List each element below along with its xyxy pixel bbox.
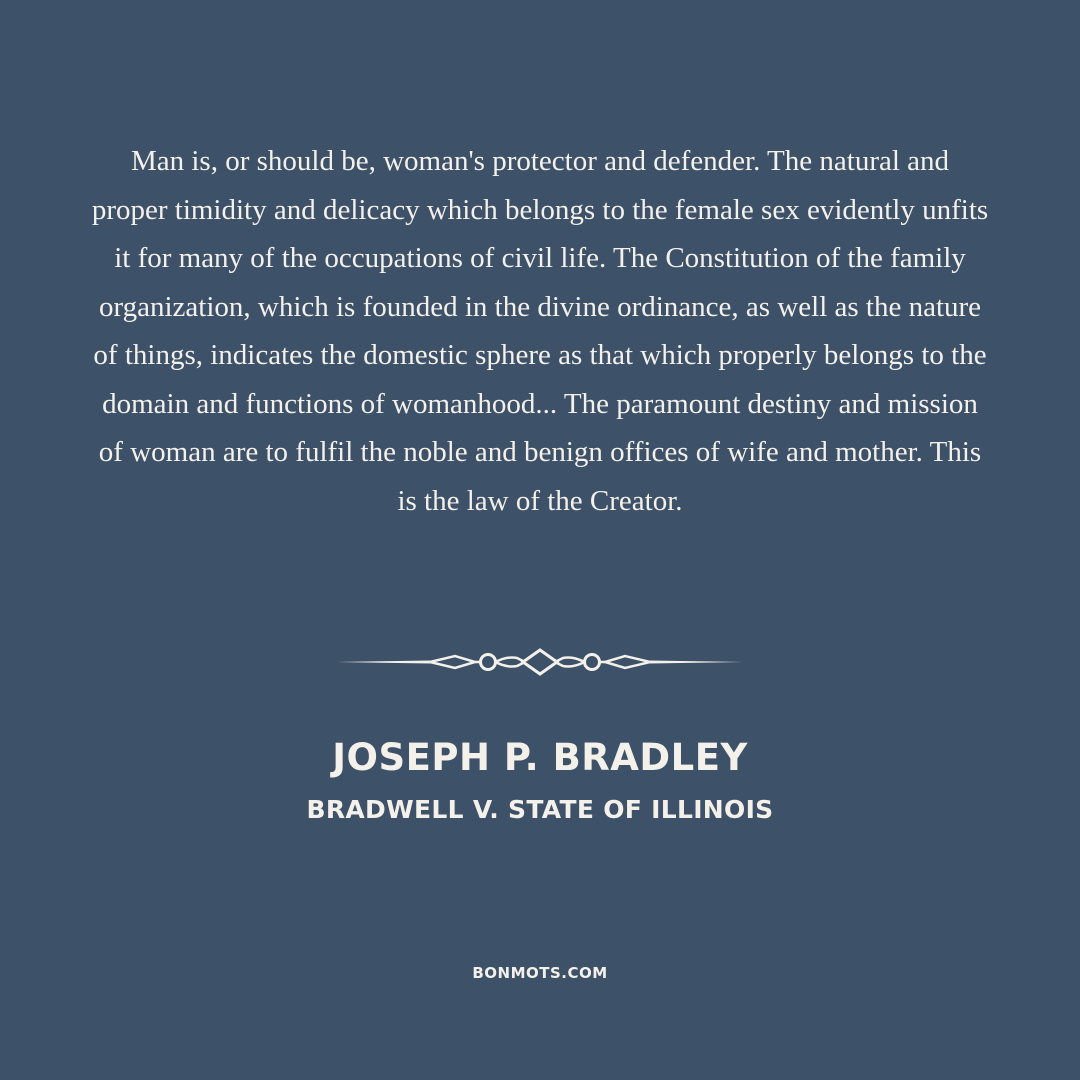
quote-text: Man is, or should be, woman's protector and defender. The natural and proper timidity and delicacy which belongs to the female sex evidently unfits it for many of the occupations of civil life. The Constitution of the family organization, which is founded in the divine ordinance, as well as the nature of things, indicates the domestic sphere as that which properly belongs to the domain and functions of womanhood... The paramount destiny and mission of woman are to fulfil the noble and benign offices of wife and mother. This is the law of the Creator. — [91, 145, 989, 517]
site-name: BONMOTS.COM — [472, 964, 608, 982]
quote-source: BRADWELL V. STATE OF ILLINOIS — [306, 795, 774, 824]
author-name: JOSEPH P. BRADLEY — [332, 736, 748, 779]
ornamental-divider-icon — [335, 644, 745, 680]
